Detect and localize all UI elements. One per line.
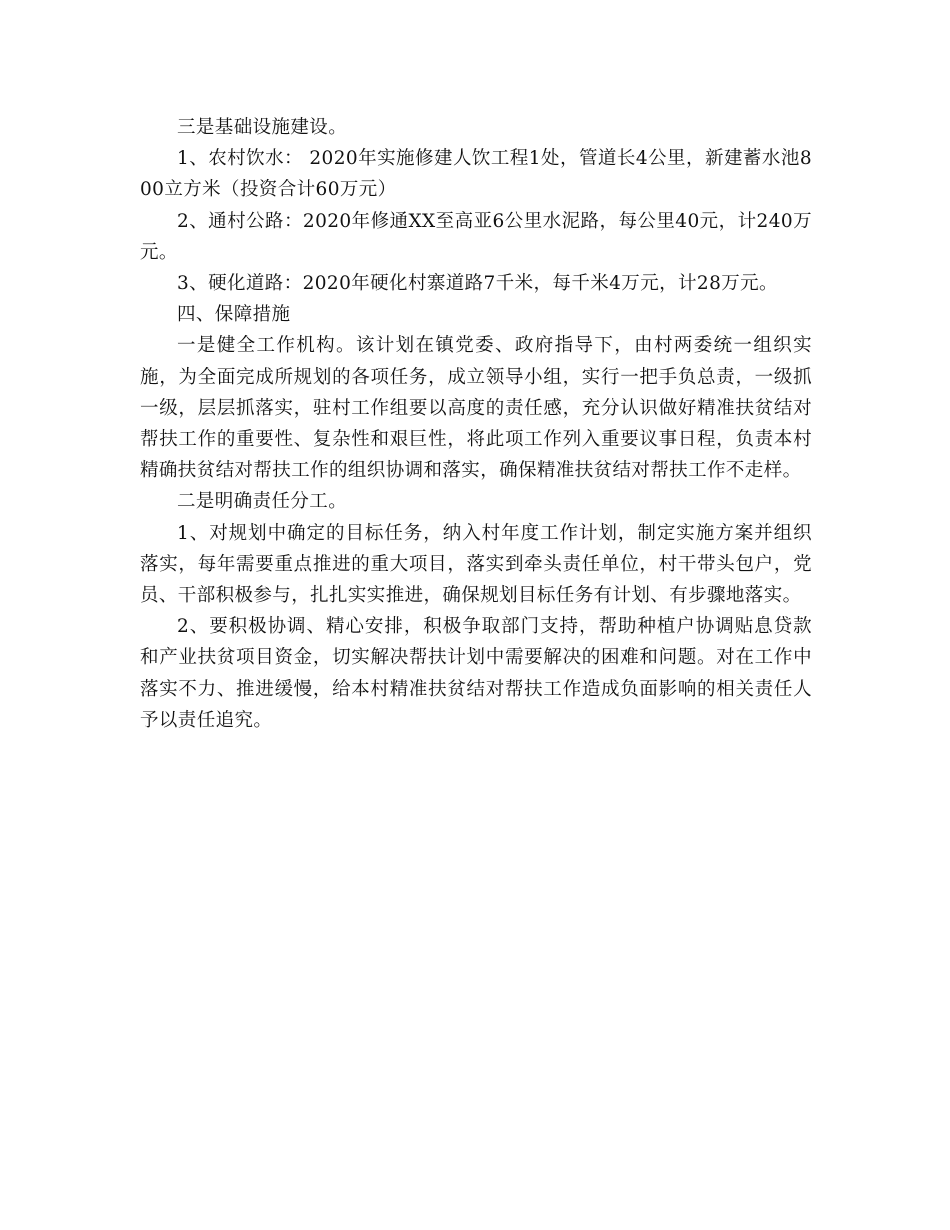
paragraph-work-organization: 一是健全工作机构。该计划在镇党委、政府指导下，由村两委统一组织实施，为全面完成所规划的各项任务，成立领导小组，实行一把手负总责，一级抓一级，层层抓落实，驻村工作组要以高度的责任感，充分认识做好精准扶贫结对帮扶工作的重要性、复杂性和艰巨性，将此项工作列入重要议事日程，负责本村精确扶贫结对帮扶工作的组织协调和落实，确保精准扶贫结对帮扶工作不走样。	[140, 335, 812, 482]
document-body	[140, 112, 812, 736]
paragraph-village-road: 2、通村公路：2020年修通XX至高亚6公里水泥路，每公里40元，计240万元。	[140, 210, 812, 263]
paragraph-hardened-road: 3、硬化道路：2020年硬化村寨道路7千米，每千米4万元，计28万元。	[177, 273, 778, 295]
heading-responsibility-division: 二是明确责任分工。	[177, 491, 348, 513]
heading-safeguard-measures: 四、保障措施	[177, 304, 291, 326]
heading-infrastructure: 三是基础设施建设。	[177, 117, 348, 138]
paragraph-coordination: 2、要积极协调、精心安排，积极争取部门支持，帮助种植户协调贴息贷款和产业扶贫项目资金，切实解决帮扶计划中需要解决的困难和问题。对在工作中落实不力、推进缓慢，给本村精准扶贫结对帮扶工作造成负面影响的相关责任人予以责任追究。	[140, 616, 812, 731]
paragraph-rural-drinking-water: 1、农村饮水： 2020年实施修建人饮工程1处，管道长4公里，新建蓄水池800立方米（投资合计60万元）	[140, 148, 812, 201]
paragraph-target-tasks: 1、对规划中确定的目标任务，纳入村年度工作计划，制定实施方案并组织落实，每年需要重点推进的重大项目，落实到牵头责任单位，村干带头包户，党员、干部积极参与，扎扎实实推进，确保规划目标任务有计划、有步骤地落实。	[140, 522, 812, 607]
